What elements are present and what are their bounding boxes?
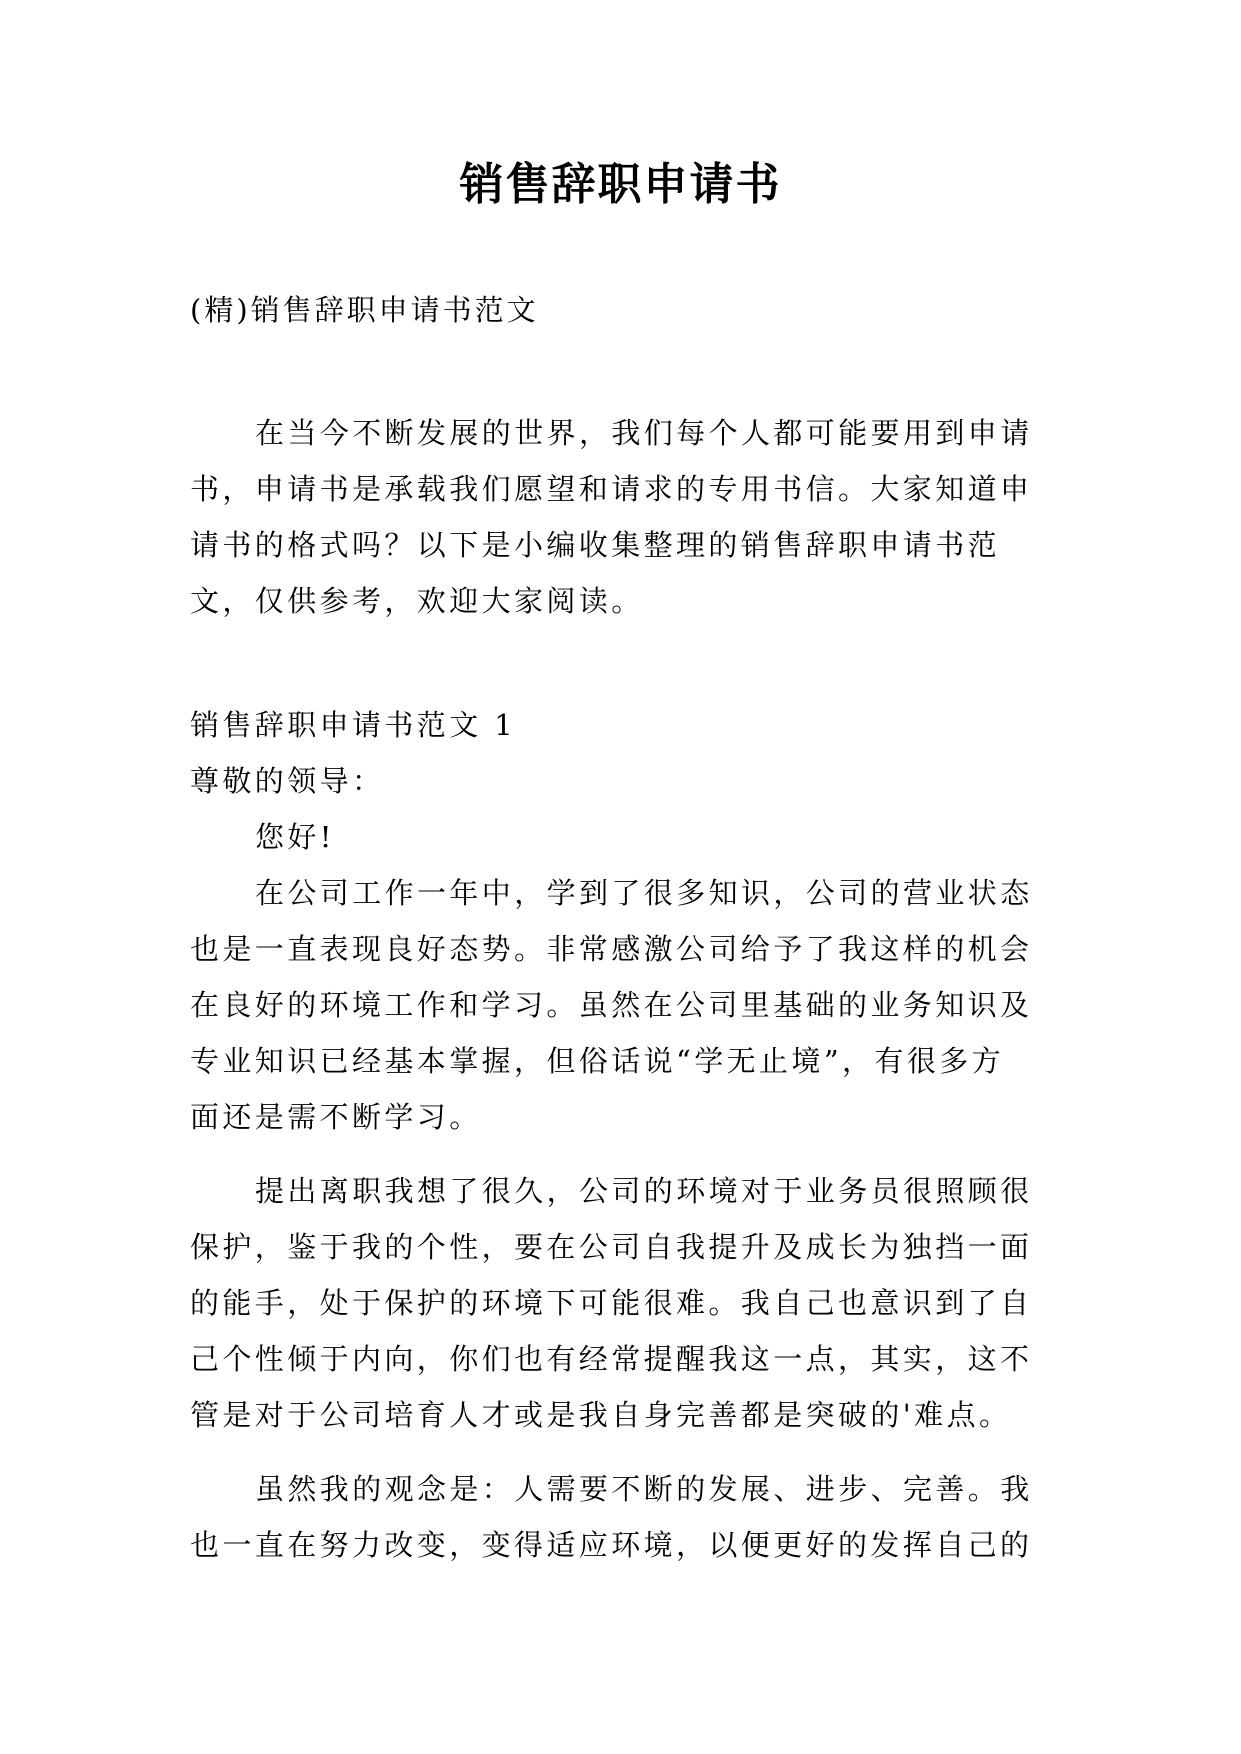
paragraph-line: 的能手，处于保护的环境下可能很难。我自己也意识到了自 xyxy=(190,1286,1033,1320)
paragraph-line: 面还是需不断学习。 xyxy=(190,1100,482,1134)
document-title: 销售辞职申请书 xyxy=(459,159,782,210)
paragraph-line: 在公司工作一年中，学到了很多知识，公司的营业状态 xyxy=(255,876,1033,910)
intro-line: 书，申请书是承载我们愿望和请求的专用书信。大家知道申 xyxy=(190,472,1033,506)
paragraph-line: 提出离职我想了很久，公司的环境对于业务员很照顾很 xyxy=(255,1174,1033,1208)
intro-line: 文，仅供参考，欢迎大家阅读。 xyxy=(190,584,644,618)
document-subtitle: (精)销售辞职申请书范文 xyxy=(190,293,539,327)
paragraph-line: 也一直在努力改变，变得适应环境，以便更好的发挥自己的 xyxy=(190,1528,1033,1562)
paragraph-line: 也是一直表现良好态势。非常感激公司给予了我这样的机会 xyxy=(190,932,1033,966)
greeting: 您好! xyxy=(255,820,335,854)
section-heading: 销售辞职申请书范文 1 xyxy=(190,708,517,742)
intro-line: 在当今不断发展的世界，我们每个人都可能要用到申请 xyxy=(255,416,1033,450)
salutation: 尊敬的领导： xyxy=(190,764,385,798)
intro-line: 请书的格式吗？以下是小编收集整理的销售辞职申请书范 xyxy=(190,528,1001,562)
paragraph-line: 虽然我的观念是：人需要不断的发展、进步、完善。我 xyxy=(255,1472,1033,1506)
paragraph-line: 在良好的环境工作和学习。虽然在公司里基础的业务知识及 xyxy=(190,988,1033,1022)
paragraph-line: 保护，鉴于我的个性，要在公司自我提升及成长为独挡一面 xyxy=(190,1230,1033,1264)
paragraph-line: 专业知识已经基本掌握，但俗话说“学无止境”，有很多方 xyxy=(190,1044,1005,1078)
paragraph-line: 己个性倾于内向，你们也有经常提醒我这一点，其实，这不 xyxy=(190,1342,1033,1376)
paragraph-line: 管是对于公司培育人才或是我自身完善都是突破的'难点。 xyxy=(190,1398,1012,1432)
